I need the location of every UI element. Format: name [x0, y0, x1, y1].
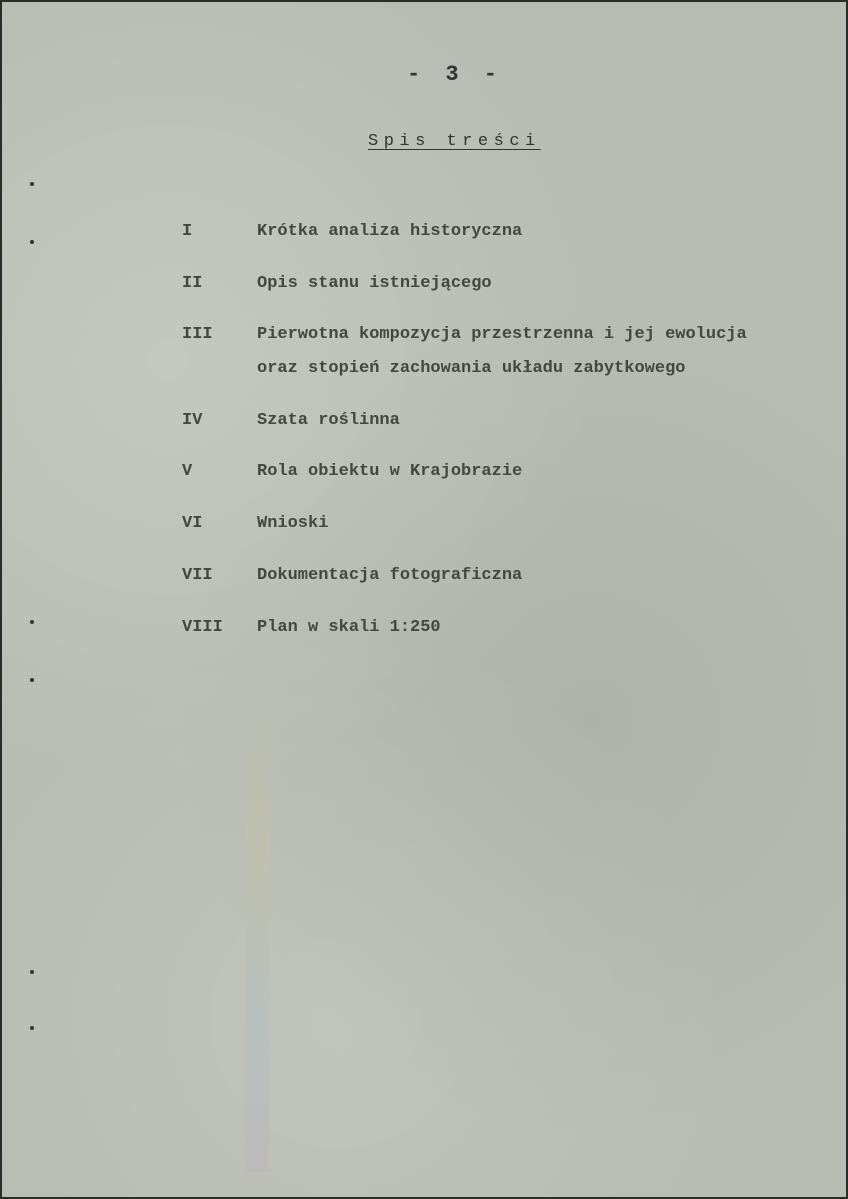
toc-number: II — [182, 274, 203, 293]
scan-artifact-strip — [245, 702, 269, 1172]
toc-number: VIII — [182, 618, 223, 637]
toc-text: Pierwotna kompozycja przestrzenna i jej ewolucja — [257, 325, 747, 344]
page-title: Spis treści — [368, 132, 541, 151]
margin-dot — [30, 1026, 34, 1030]
toc-text: Szata roślinna — [257, 411, 400, 430]
toc-text: Krótka analiza historyczna — [257, 222, 523, 241]
margin-dot — [30, 970, 34, 974]
toc-number: IV — [182, 411, 203, 430]
margin-dot — [30, 182, 34, 186]
toc-text: Rola obiektu w Krajobrazie — [257, 462, 523, 481]
toc-number: V — [182, 462, 193, 481]
margin-dot — [30, 620, 34, 624]
page-number: - 3 - — [407, 62, 504, 87]
toc-number: III — [182, 325, 213, 344]
margin-dot — [30, 678, 34, 682]
toc-number: VI — [182, 514, 203, 533]
toc-text: Plan w skali 1:250 — [257, 618, 441, 637]
toc-text: Dokumentacja fotograficzna — [257, 566, 523, 585]
toc-number: VII — [182, 566, 213, 585]
margin-dot — [30, 240, 34, 244]
toc-text: Opis stanu istniejącego — [257, 274, 492, 293]
toc-text: oraz stopień zachowania układu zabytkowego — [257, 359, 686, 378]
toc-text: Wnioski — [257, 514, 329, 533]
toc-number: I — [182, 222, 193, 241]
